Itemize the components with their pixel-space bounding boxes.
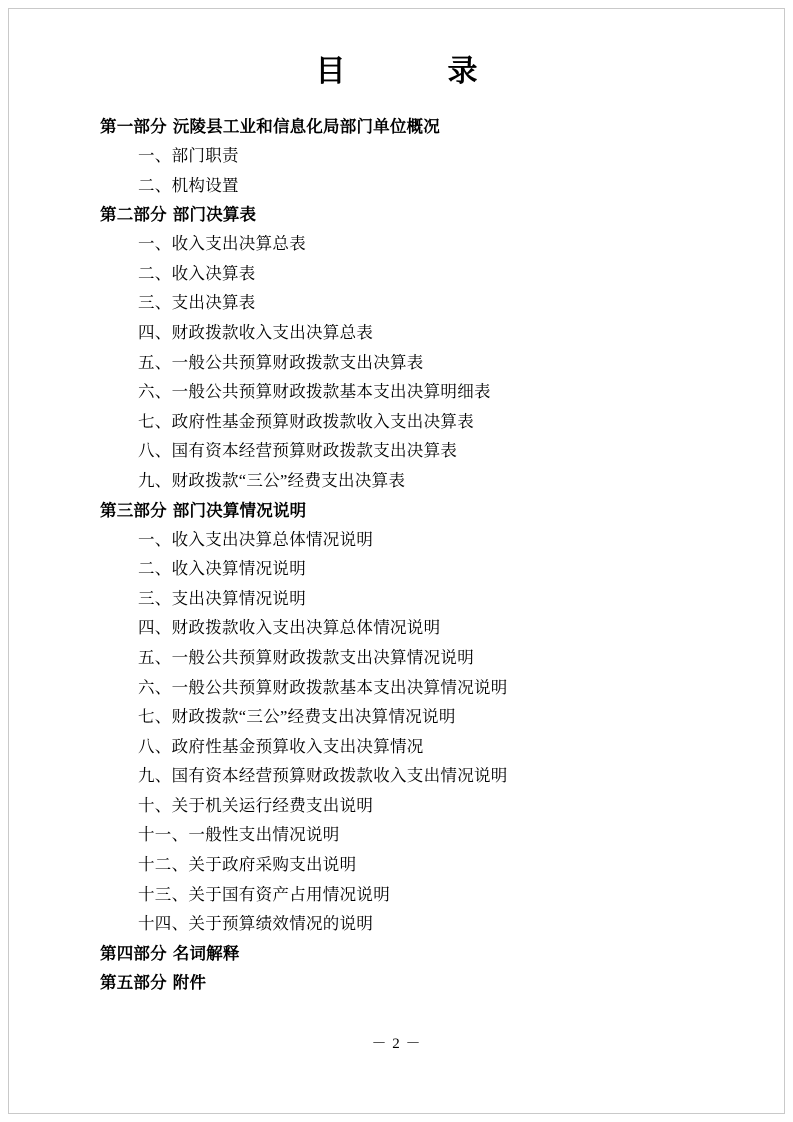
toc-section-heading[interactable]: 第四部分 名词解释: [100, 943, 240, 963]
toc-entry[interactable]: 五、一般公共预算财政拨款支出决算表: [138, 352, 424, 372]
toc-section-heading[interactable]: 第三部分 部门决算情况说明: [100, 500, 307, 520]
toc-entry[interactable]: 八、国有资本经营预算财政拨款支出决算表: [138, 441, 458, 461]
toc-section-heading[interactable]: 第二部分 部门决算表: [100, 205, 257, 225]
toc-entry[interactable]: 九、财政拨款“三公”经费支出决算表: [138, 470, 406, 490]
page-number: － 2 －: [371, 1036, 422, 1052]
toc-entry[interactable]: 十一、一般性支出情况说明: [138, 825, 340, 845]
toc-entry[interactable]: 二、机构设置: [138, 175, 239, 195]
toc-entry[interactable]: 四、财政拨款收入支出决算总表: [138, 322, 374, 342]
toc-entry[interactable]: 九、国有资本经营预算财政拨款收入支出情况说明: [138, 766, 508, 786]
toc-entry[interactable]: 六、一般公共预算财政拨款基本支出决算明细表: [138, 382, 491, 402]
table-of-contents: [0, 112, 793, 997]
toc-section-heading[interactable]: 第一部分 沅陵县工业和信息化局部门单位概况: [100, 117, 440, 136]
toc-entry[interactable]: 七、政府性基金预算财政拨款收入支出决算表: [138, 411, 474, 431]
toc-entry[interactable]: 二、收入决算表: [138, 263, 256, 283]
toc-entry[interactable]: 一、部门职责: [138, 146, 239, 165]
toc-section-heading[interactable]: 第五部分 附件: [100, 972, 207, 992]
toc-entry[interactable]: 十二、关于政府采购支出说明: [138, 855, 357, 875]
toc-entry[interactable]: 十、关于机关运行经费支出说明: [138, 795, 374, 815]
toc-entry[interactable]: 十三、关于国有资产占用情况说明: [138, 884, 390, 904]
page-title: 目 录: [315, 54, 492, 89]
toc-entry[interactable]: 七、财政拨款“三公”经费支出决算情况说明: [138, 707, 456, 727]
toc-entry[interactable]: 八、政府性基金预算收入支出决算情况: [138, 736, 424, 756]
toc-entry[interactable]: 三、支出决算情况说明: [138, 588, 306, 608]
toc-entry[interactable]: 五、一般公共预算财政拨款支出决算情况说明: [138, 647, 474, 667]
toc-entry[interactable]: 六、一般公共预算财政拨款基本支出决算情况说明: [138, 677, 508, 697]
toc-entry[interactable]: 二、收入决算情况说明: [138, 559, 306, 579]
toc-entry[interactable]: 四、财政拨款收入支出决算总体情况说明: [138, 618, 441, 638]
toc-entry[interactable]: 十四、关于预算绩效情况的说明: [138, 914, 374, 934]
toc-entry[interactable]: 一、收入支出决算总表: [138, 234, 306, 254]
toc-entry[interactable]: 一、收入支出决算总体情况说明: [138, 529, 374, 549]
toc-entry[interactable]: 三、支出决算表: [138, 293, 256, 313]
